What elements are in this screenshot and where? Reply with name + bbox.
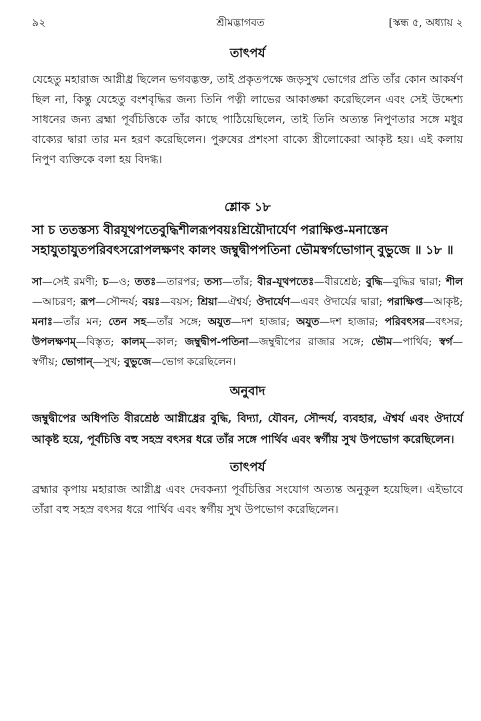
synonym-word: মনাঃ <box>32 316 53 328</box>
synonym-word: স্বর্গ <box>439 336 453 348</box>
synonym-word: অযুত <box>207 316 231 328</box>
synonym-word: কালম্ <box>121 336 146 348</box>
synonym-meaning: —বীরশ্রেষ্ঠ; <box>313 276 366 288</box>
synonym-word: ভোগান্ <box>61 356 93 368</box>
synonym-word: বুদ্ধি <box>365 276 383 288</box>
synonym-meaning: —বৎসর; <box>424 316 464 328</box>
purport-heading-2: তাৎপর্য <box>229 459 266 474</box>
translation-heading: অনুবাদ <box>229 383 266 398</box>
synonym-word: বয়ঃ <box>142 296 161 308</box>
synonym-meaning: —আকৃষ্ট; <box>423 296 463 308</box>
page-number: ৯২ <box>32 17 46 29</box>
synonym-word: তস্য <box>204 276 223 288</box>
synonym-word: বুভুজে <box>123 356 152 368</box>
synonym-word: চ <box>102 276 109 288</box>
synonym-meaning: —দশ হাজার; <box>319 316 385 328</box>
synonym-meaning: —তাঁর মন; <box>52 316 109 328</box>
synonym-meaning: —বয়স; <box>160 296 198 308</box>
synonym-meaning: —ও; <box>108 276 135 288</box>
synonym-meaning: —দশ হাজার; <box>230 316 297 328</box>
synonym-word: পরিবৎসর <box>384 316 425 328</box>
synonym-meaning: —জম্বুদ্বীপের রাজার সঙ্গে; <box>248 336 372 348</box>
synonym-meaning: —সুখ; <box>92 356 124 368</box>
synonym-meaning: —তাঁর সঙ্গে; <box>146 316 208 328</box>
purport-text-2: ব্রহ্মার কৃপায় মহারাজ আগ্নীধ্র এবং দেবকন্যা পূর্বচিত্তির সংযোগ অত্যন্ত অনুকূল হয়েছিল। এইভাবে তাঁরা বহু সহস্র বৎসর ধরে পার্থিব এবং স্বর্গীয় সুখ উপভোগ করেছিলেন। <box>32 483 463 516</box>
synonym-word: উপলক্ষণম্ <box>32 336 76 348</box>
synonym-word: তেন সহ <box>108 316 147 328</box>
synonym-word: ঔদার্যেণ <box>256 296 291 308</box>
synonym-meaning: —আচরণ; <box>32 296 81 308</box>
verse-heading: শ্লোক ১৮ <box>224 199 271 214</box>
book-title: শ্রীমদ্ভাগবত <box>216 17 265 29</box>
synonym-word: রূপ <box>80 296 96 308</box>
synonym-word: ভৌম <box>371 336 393 348</box>
synonym-meaning: —তারপর; <box>156 276 205 288</box>
synonyms-paragraph <box>32 272 463 372</box>
synonym-word: জম্বুদ্বীপ-পতিনা <box>184 336 249 348</box>
synonym-meaning: —কাল; <box>145 336 185 348</box>
synonym-meaning: —ঐশ্বর্য; <box>217 296 257 308</box>
purport-text: যেহেতু মহারাজ আগ্নীধ্র ছিলেন ভগবদ্ভক্ত, তাই প্রকৃতপক্ষে জড়সুখ ভোগের প্রতি তাঁর কোন আকর্ষণ ছিল না, কিন্তু যেহেতু বংশবৃদ্ধির জন্য তিনি পত্নী লাভের আকাঙ্ক্ষা করেছিলেন এবং সেই উদ্দেশ্য সাধনের জন্য ব্রহ্মা পূর্বচিত্তিকে তাঁর কাছে পাঠিয়েছিলেন, তাই তিনি অত্যন্ত নিপুণতার সঙ্গে মধুর বাক্যের দ্বারা তার মন হরণ করেছিলেন। পুরুষের প্রশংসা বাক্যে স্ত্রীলোকেরা আকৃষ্ট হয়। এই কলায় নিপুণ ব্যক্তিকে বলা হয় বিদগ্ধ। <box>32 73 463 166</box>
translation-text: জম্বুদ্বীপের অধিপতি বীরশ্রেষ্ঠ আগ্নীধ্রের বুদ্ধি, বিদ্যা, যৌবন, সৌন্দর্য, ব্যবহার, ঐশ্বর্য এবং ঔদার্যে আকৃষ্ট হয়ে, পূর্বচিত্তি বহু সহস্র বৎসর ধরে তাঁর সঙ্গে পার্থিব এবং স্বর্গীয় সুখ উপভোগ করেছিলেন। <box>32 412 463 446</box>
chapter-reference: [স্কন্ধ ৫, অধ্যায় ২ <box>388 17 463 29</box>
synonym-word: ততঃ <box>134 276 157 288</box>
page-header <box>32 16 463 30</box>
synonym-meaning: —বুদ্ধির দ্বারা; <box>382 276 446 288</box>
verse-text: সা চ ততস্তস্য বীরযূথপতেবুদ্ধিশীলরূপবয়ঃশ্রিয়ৌদার্যেণ পরাক্ষিপ্ত-মনাস্তেন সহাযুতাযুতপরিবৎসরোপলক্ষণং কালং জম্বুদ্বীপপতিনা ভৌমস্বর্গভোগান্ বুভুজে ॥ ১৮ ॥ <box>32 222 454 257</box>
synonym-word: শীল <box>445 276 463 288</box>
synonym-word: অযুত <box>296 316 320 328</box>
synonym-meaning: —তাঁর; <box>222 276 258 288</box>
synonym-word: পরাক্ষিপ্ত <box>386 296 424 308</box>
purport-heading: তাৎপর্য <box>229 45 266 60</box>
synonym-meaning: —বিস্তৃত; <box>75 336 122 348</box>
synonym-meaning: —পার্থিব; <box>392 336 440 348</box>
synonym-meaning: —সৌন্দর্য; <box>95 296 143 308</box>
synonym-word: বীর-যূথপতেঃ <box>257 276 314 288</box>
synonym-meaning: —সেই রমণী; <box>41 276 103 288</box>
synonym-word: সা <box>32 276 42 288</box>
synonym-meaning: —ভোগ করেছিলেন। <box>151 356 236 368</box>
synonym-word: শ্রিয়া <box>197 296 218 308</box>
synonym-meaning: —স্বর্গীয়; <box>32 336 463 368</box>
synonym-meaning: —এবং ঔদার্যের দ্বারা; <box>290 296 387 308</box>
